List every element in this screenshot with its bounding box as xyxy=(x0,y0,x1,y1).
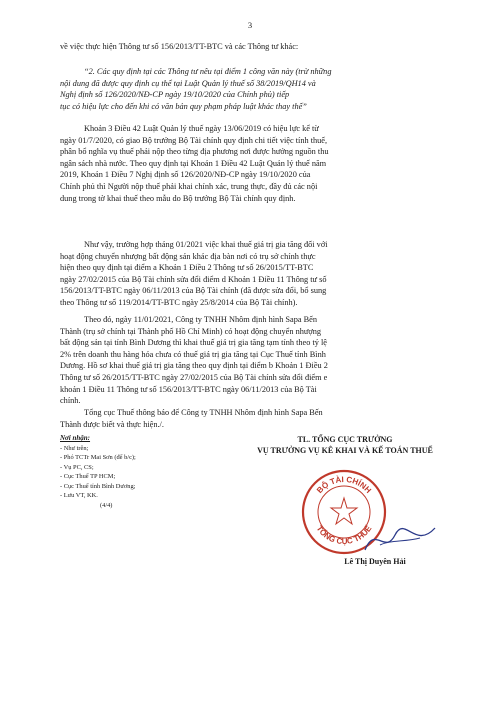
text-line: hiện theo quy định tại điểm a Khoản 1 Điều 2 Thông tư số 26/2015/TT-BTC xyxy=(60,263,314,273)
text-line: Chính phủ thì Người nộp thuế phải khai chính xác, trung thực, đầy đủ các nội xyxy=(60,181,318,191)
paragraph-application xyxy=(60,314,460,407)
text-line: 156/2013/TT-BTC ngày 06/11/2013 của Bộ Tài chính (đã được sửa đổi, bổ sung xyxy=(60,286,327,296)
text-line: theo Thông tư số 119/2014/TT-BTC ngày 25/8/2014 của Bộ Tài chính). xyxy=(60,297,298,307)
text-line: Tổng cục Thuế thông báo để Công ty TNHH Nhôm định hình Sapa Bến xyxy=(84,408,323,417)
text-line: Khoản 3 Điều 42 Luật Quản lý thuế ngày 13/06/2019 có hiệu lực kể từ xyxy=(84,124,319,133)
paragraph-conclusion xyxy=(60,239,460,309)
text-line: Thành (trụ sở chính tại Thành phố Hồ Chí Minh) có hoạt động chuyển nhượng xyxy=(60,326,322,336)
quoted-regulation xyxy=(60,66,460,112)
recipients-title: Nơi nhận: xyxy=(60,434,91,442)
text-line: nội dung đã được quy định cụ thể tại Luật Quản lý thuế số 38/2019/QH14 và xyxy=(60,78,316,88)
copies-note: (4/4) xyxy=(100,501,113,509)
closing-text: Thành được biết và thực hiện./. xyxy=(60,419,164,429)
recipient-item: - Lưu VT, KK. xyxy=(60,492,98,499)
text-line: về việc thực hiện Thông tư số 156/2013/TT-BTC và các Thông tư khác: xyxy=(60,42,299,51)
signer-name: Lê Thị Duyên Hải xyxy=(344,557,406,566)
text-line: ngân sách nhà nước. Theo quy định tại Khoản 1 Điều 42 Luật Quản lý thuế năm xyxy=(60,158,327,168)
text-line: Thông tư số 26/2015/TT-BTC ngày 27/02/2015 của Bộ Tài chính sửa đổi điểm e xyxy=(60,372,328,382)
text-line: 2019, Khoản 1 Điều 7 Nghị định số 126/2020/NĐ-CP ngày 19/10/2020 của xyxy=(60,170,311,180)
text-line: tục có hiệu lực cho đến khi có văn bản quy phạm pháp luật khác thay thế” xyxy=(60,101,307,111)
svg-text:BỘ TÀI CHÍNH xyxy=(315,475,373,495)
text-line: chính. xyxy=(60,396,81,406)
recipient-item: - Như trên; xyxy=(60,444,89,452)
text-line: Như vậy, trường hợp tháng 01/2021 việc khai thuế giá trị gia tăng đối với xyxy=(84,240,328,249)
text-line: khoản 1 Điều 11 Thông tư số 156/2013/TT-BTC ngày 06/11/2013 của Bộ Tài xyxy=(60,384,317,394)
text-line: Theo đó, ngày 11/01/2021, Công ty TNHH Nhôm định hình Sapa Bến xyxy=(84,315,317,324)
recipients-block xyxy=(60,434,210,510)
page-number: 3 xyxy=(247,20,253,30)
seal-top-text: BỘ TÀI CHÍNH xyxy=(315,474,373,495)
text-line: phân bổ nghĩa vụ thuế phải nộp theo từng địa phương nơi được hưởng nguồn thu xyxy=(60,147,329,157)
signature-block xyxy=(210,434,480,456)
signature-department: VỤ TRƯỞNG VỤ KÊ KHAI VÀ KẾ TOÁN THUẾ xyxy=(257,446,433,455)
handwritten-signature-icon xyxy=(360,520,440,560)
text-line: Dương. Hồ sơ khai thuế giá trị gia tăng theo quy định tại điểm b Khoản 1 Điều 2 xyxy=(60,361,328,371)
text-line: bất động sản tại tỉnh Bình Dương thì khai thuế giá trị gia tăng tạm tính theo tỷ lệ xyxy=(60,338,327,348)
text-line: hoạt động chuyển nhượng bất động sản khác địa bàn nơi có trụ sở chính thực xyxy=(60,251,316,261)
paragraph-law-article xyxy=(60,123,460,204)
text-line: dung trong tờ khai thuế theo mẫu do Bộ trưởng Bộ Tài chính quy định. xyxy=(60,193,296,203)
text-line: ngày 01/7/2020, có giao Bộ trưởng Bộ Tài chính quy định chi tiết việc tính thuế, xyxy=(60,135,328,145)
recipient-item: - Cục Thuế tỉnh Bình Dương; xyxy=(60,482,136,490)
text-line: Nghị định số 126/2020/NĐ-CP ngày 19/10/2020 của Chính phủ) tiếp xyxy=(60,90,290,100)
text-line: ngày 27/02/2015 của Bộ Tài chính sửa đổi điểm d Khoản 1 Điều 11 Thông tư số xyxy=(60,274,327,284)
text-line xyxy=(60,419,460,431)
text-line: 2% trên doanh thu hàng hóa chưa có thuế giá trị gia tăng tại Cục Thuế tỉnh Bình xyxy=(60,349,326,359)
paragraph-closing xyxy=(60,407,460,430)
seal-bottom-text: TỔNG CỤC THUẾ xyxy=(314,524,374,547)
recipient-item: - Vụ PC, CS; xyxy=(60,463,94,471)
text-line: “2. Các quy định tại các Thông tư nêu tại điểm 1 công văn này (trừ những xyxy=(84,67,332,76)
recipient-item: - Phó TCTr Mai Sơn (để b/c); xyxy=(60,454,136,461)
intro-line xyxy=(60,41,460,53)
signature-authority: TL. TỔNG CỤC TRƯỞNG xyxy=(297,435,393,444)
recipient-item: - Cục Thuế TP HCM; xyxy=(60,473,116,480)
